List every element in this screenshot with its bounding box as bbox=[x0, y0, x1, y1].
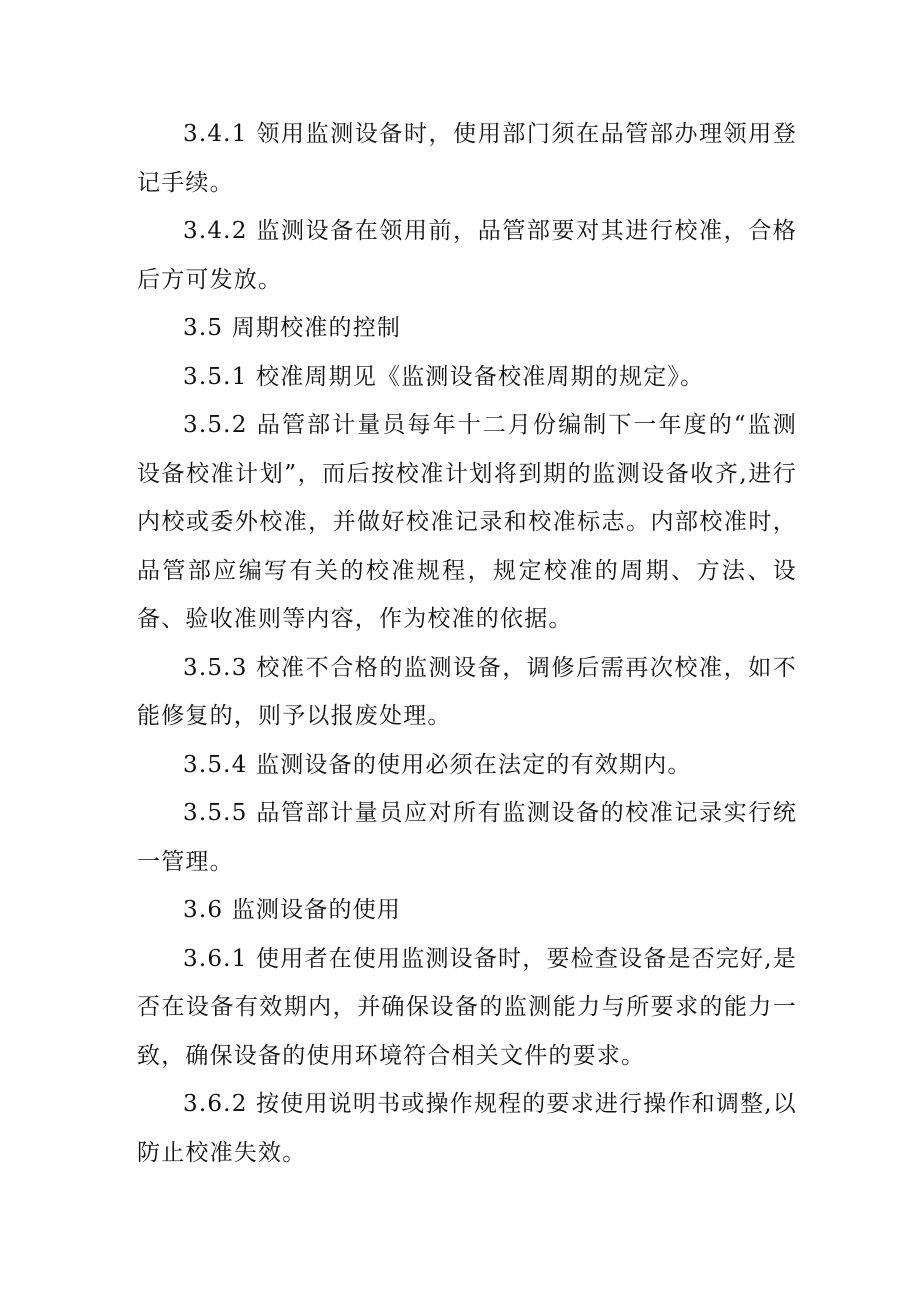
paragraph-3-6-1: 3.6.1 使用者在使用监测设备时，要检查设备是否完好,是否在设备有效期内，并确保设备的监测能力与所要求的能力一致，确保设备的使用环境符合相关文件的要求。 bbox=[137, 945, 797, 1069]
paragraph-3-5-4: 3.5.4 监测设备的使用必须在法定的有效期内。 bbox=[183, 751, 692, 778]
paragraph-3-5-3: 3.5.3 校准不合格的监测设备，调修后需再次校准，如不能修复的，则予以报废处理。 bbox=[137, 654, 797, 729]
paragraph-3-4-1: 3.4.1 领用监测设备时，使用部门须在品管部办理领用登记手续。 bbox=[137, 121, 797, 196]
document-body bbox=[137, 110, 797, 1177]
paragraph-3-5-1: 3.5.1 校准周期见《监测设备校准周期的规定》。 bbox=[183, 363, 705, 390]
heading-3-5: 3.5 周期校准的控制 bbox=[183, 315, 402, 341]
paragraph-3-6-2: 3.6.2 按使用说明书或操作规程的要求进行操作和调整,以防止校准失效。 bbox=[137, 1091, 797, 1166]
paragraph-3-4-2: 3.4.2 监测设备在领用前，品管部要对其进行校准，合格后方可发放。 bbox=[137, 218, 797, 293]
paragraph-3-5-2: 3.5.2 品管部计量员每年十二月份编制下一年度的“监测设备校准计划”，而后按校准计划将到期的监测设备收齐,进行内校或委外校准，并做好校准记录和校准标志。内部校准时，品管部应编写有关的校准规程，规定校准的周期、方法、设备、验收准则等内容，作为校准的依据。 bbox=[137, 412, 797, 632]
paragraph-3-5-5: 3.5.5 品管部计量员应对所有监测设备的校准记录实行统一管理。 bbox=[137, 800, 797, 875]
heading-3-6: 3.6 监测设备的使用 bbox=[183, 897, 402, 923]
